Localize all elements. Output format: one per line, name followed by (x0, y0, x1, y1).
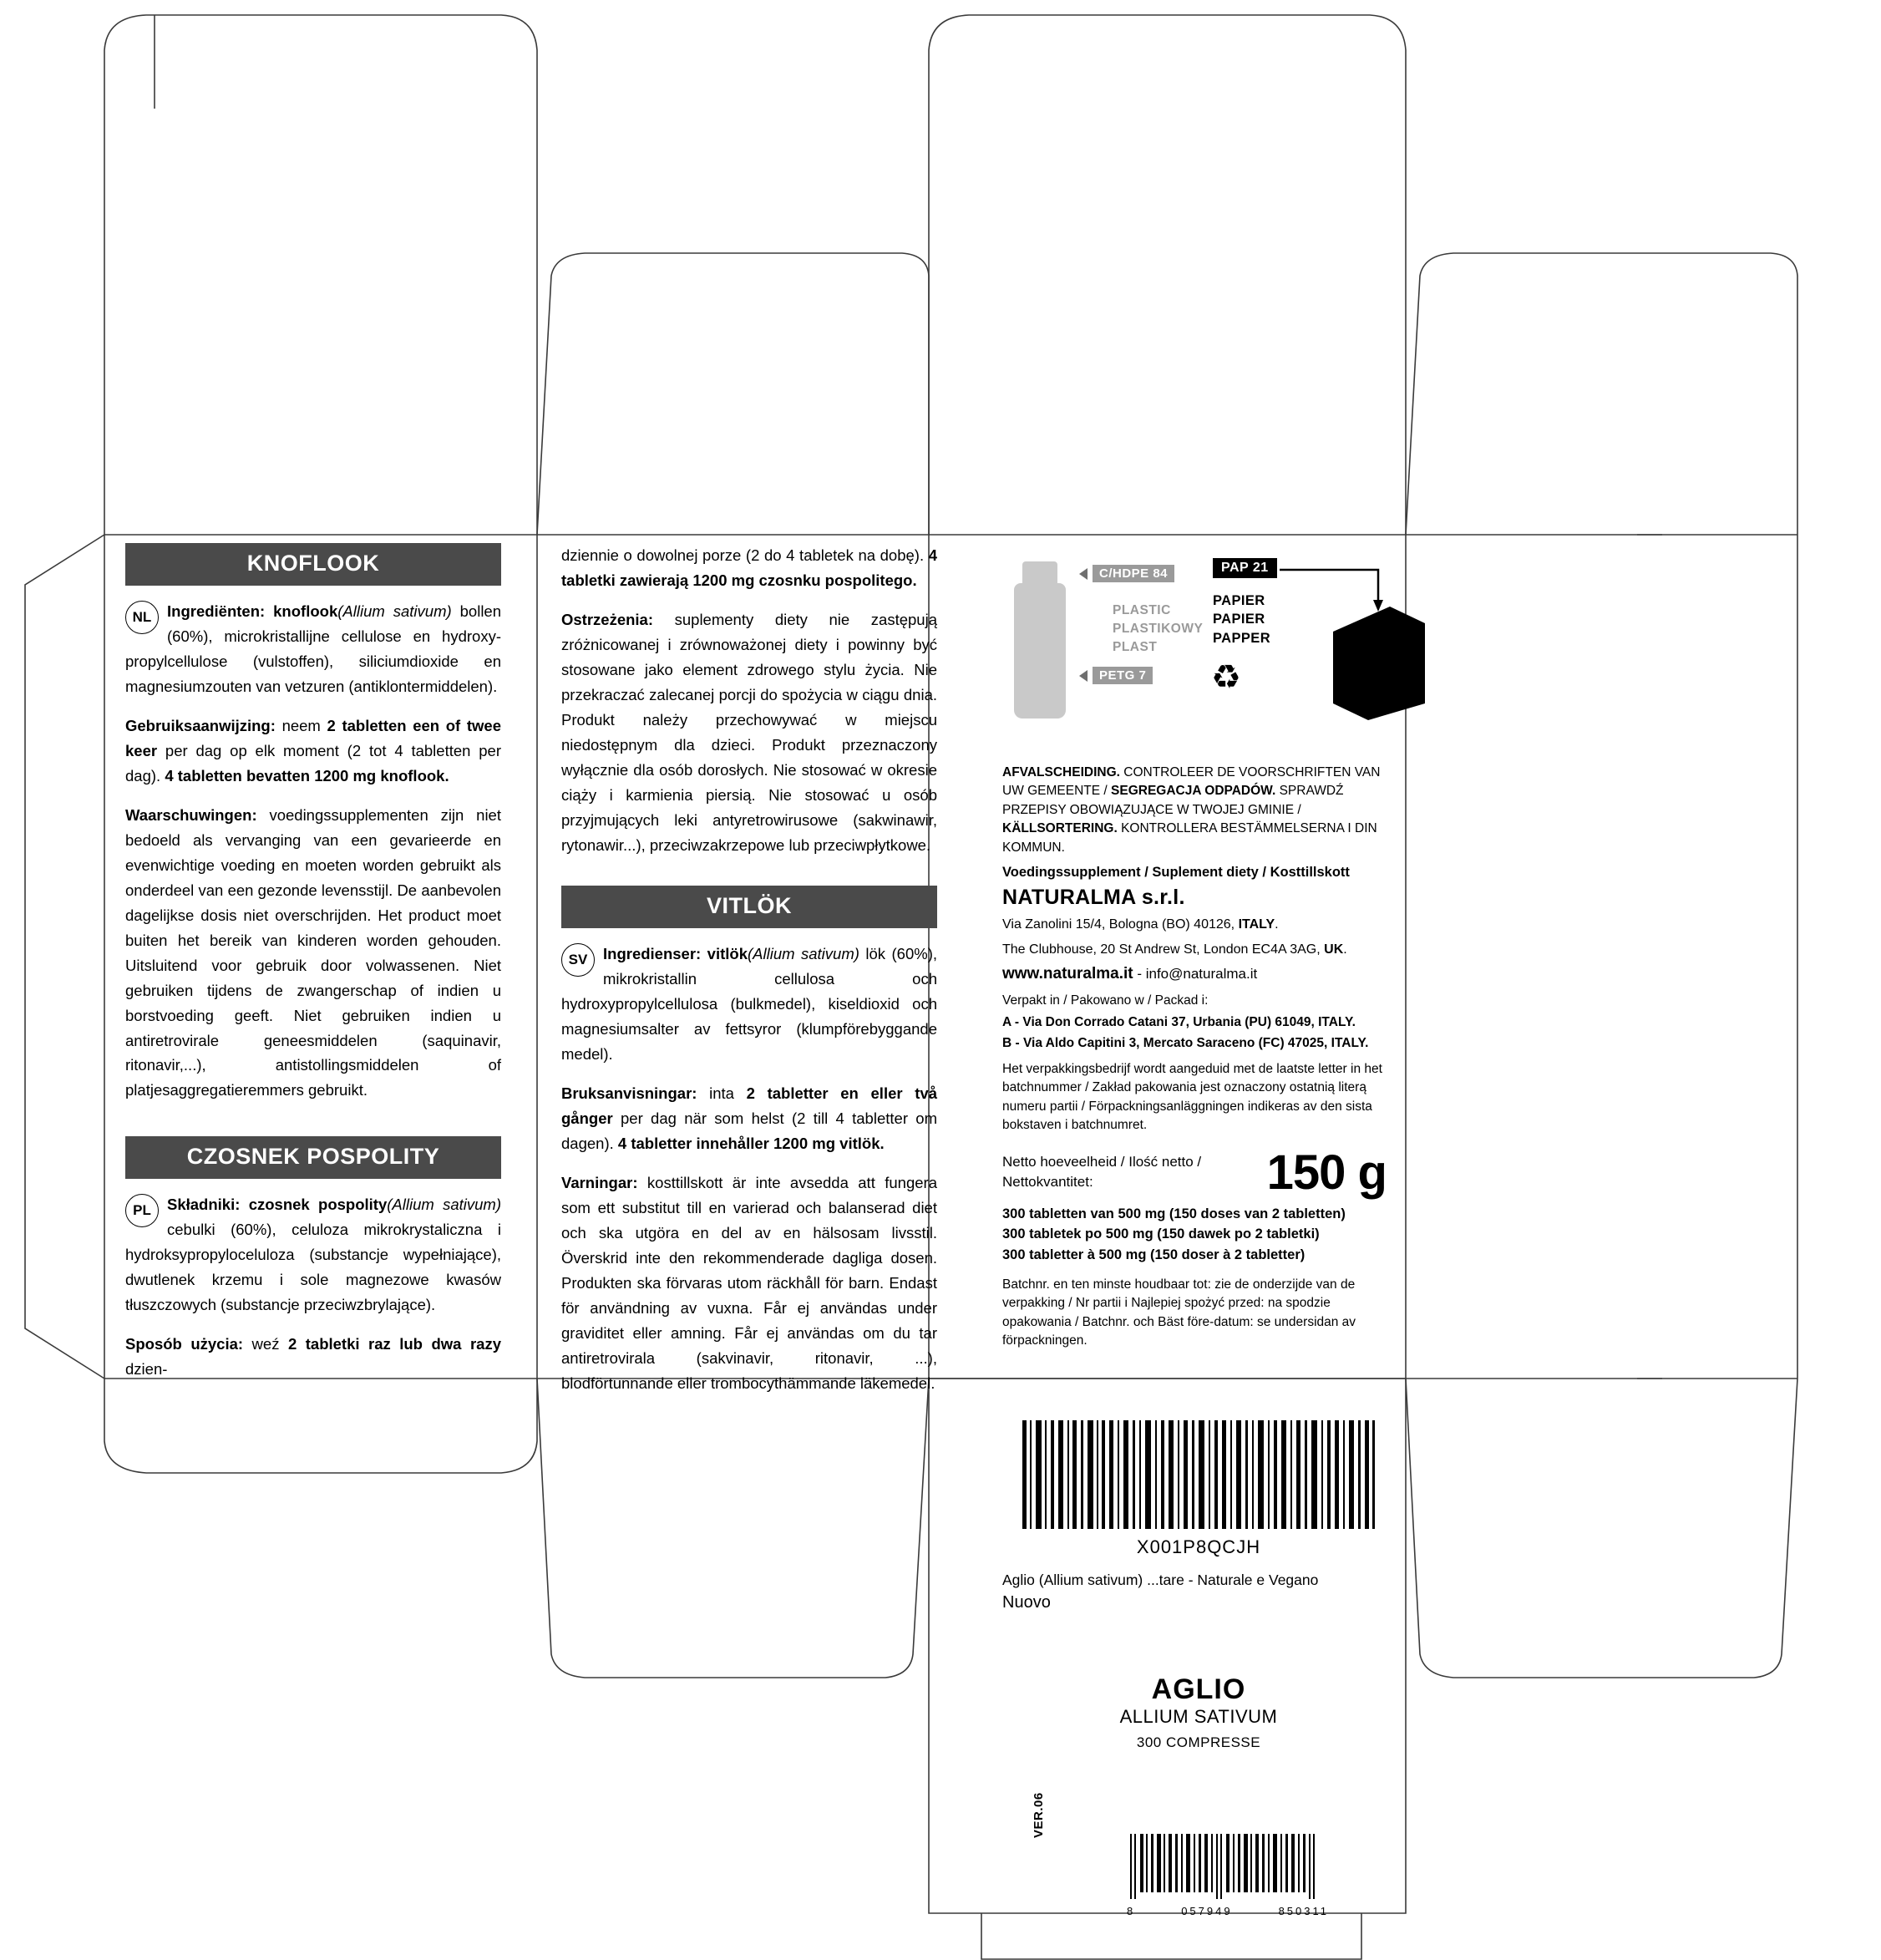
nl-warnings (125, 803, 501, 1104)
waste-nl-rest: CONTROLEER DE VOORSCHRIFTEN VAN UW GEMEENTE / (1002, 765, 1381, 799)
paper-word-3: PAPPER (1213, 630, 1271, 646)
paper-word-1: PAPIER (1213, 593, 1265, 608)
net-quantity-value: 150 g (1266, 1145, 1387, 1200)
nl-ingredients-latin: (Allium sativum) (337, 602, 452, 620)
tablet-count-sv: 300 tabletter à 500 mg (150 doser à 2 tabletter) (1002, 1247, 1306, 1263)
lang-badge-sv: SV (561, 943, 595, 977)
address-uk-country: UK (1324, 942, 1344, 957)
tag-petg: PETG 7 (1093, 667, 1153, 684)
nl-directions-lead: Gebruiksaanwijzing: (125, 716, 276, 734)
mobius-loop-icon: ♻ (1211, 659, 1241, 696)
pl-ingredients (125, 1192, 501, 1318)
nl-directions-dose: 2 tabletten een of twee keer (125, 716, 502, 759)
sv-directions-dose: 2 tabletter en eller två gånger (561, 1084, 937, 1127)
ean-digits-right: 850311 (1278, 1905, 1329, 1917)
barcode-value: X001P8QCJH (1136, 1536, 1261, 1557)
sv-directions-strength: 4 tabletter innehåller 1200 mg vitlök. (617, 1134, 885, 1152)
sv-directions-mid: per dag när som helst (2 till 4 tabletter om dagen). (561, 1109, 937, 1152)
pl-ingredients-lead: Składniki: czosnek pospolity (167, 1196, 388, 1213)
nl-directions (125, 713, 501, 789)
pl-ingredients-rest: cebulki (60%), celuloza mikrokrystaliczna i hydroksypropyloceluloza (substancje wypełniające), dwutlenek krzemu i sole magnezowe kwasów tłuszczowych (substancje przeciwzbrylające). (125, 1220, 501, 1313)
waste-sv-rest: KONTROLLERA BESTÄMMELSERNA I DIN KOMMUN. (1002, 821, 1377, 855)
recycling-graphic (1002, 543, 1387, 760)
product-description (1002, 1570, 1395, 1615)
product-description-line2: Nuovo (1002, 1593, 1051, 1612)
waste-nl-lead: AFVALSCHEIDING. (1002, 765, 1120, 779)
email-link[interactable]: - info@naturalma.it (1133, 966, 1258, 983)
address-italy (1002, 915, 1387, 935)
product-description-line1: Aglio (Allium sativum) ...tare - Naturale e Vegano (1002, 1572, 1319, 1588)
tablet-count-nl: 300 tabletten van 500 mg (150 doses van 2 tabletten) (1002, 1206, 1346, 1221)
panel-dutch (125, 543, 501, 1117)
address-italy-country: ITALY (1238, 917, 1275, 932)
lang-badge-nl: NL (125, 601, 159, 634)
nl-ingredients-rest: bollen (60%), microkristallijne cellulose en hydroxy-propylcellulose (vulstoffen), siliciumdioxide en magnesiumzouten van vetzuren (antiklontermiddelen). (125, 602, 502, 695)
pl-warnings-lead: Ostrzeżenia: (561, 610, 654, 628)
arrow-left-icon-2 (1079, 670, 1088, 682)
heading-czosnek: CZOSNEK POSPOLITY (125, 1136, 501, 1179)
panel-company-info (1002, 543, 1387, 1360)
packer-a: A - Via Don Corrado Catani 37, Urbania (PU) 61049, ITALY. (1002, 1014, 1356, 1029)
net-label-2: Nettokvantitet: (1002, 1174, 1093, 1191)
nl-warnings-lead: Waarschuwingen: (125, 805, 257, 824)
pl-directions-cont (561, 543, 937, 593)
ean-digit-left: 8 (1127, 1905, 1136, 1917)
sv-warnings (561, 1170, 937, 1396)
waste-sorting-text (1002, 764, 1387, 857)
pl-ingredients-latin: (Allium sativum) (387, 1196, 501, 1213)
ean-barcode-wrap (1123, 1834, 1332, 1917)
expiry-note-wrap (1002, 1276, 1387, 1351)
product-subtitle: ALLIUM SATIVUM (1119, 1706, 1278, 1728)
material-plastikowy: PLASTIKOWY (1113, 622, 1204, 636)
packer-b: B - Via Aldo Capitini 3, Mercato Saraceno (FC) 47025, ITALY. (1002, 1036, 1369, 1051)
contact-line (1002, 965, 1387, 983)
tag-chdpe: C/HDPE 84 (1093, 565, 1174, 582)
batch-note: Het verpakkingsbedrijf wordt aangeduid met de laatste letter in het batchnummer / Zakład pakowania jest oznaczony ostatnią literą numeru partii / Förpackningsanläggningen indikeras av den sista bokstaven i batchnumret. (1002, 1061, 1382, 1133)
material-list (1113, 602, 1203, 657)
pl-warnings-rest: suplementy diety nie zastępują zróżnicowanej i zrównoważonej diety i powinny być stosowane jako element zdrowego stylu życia. Nie przekraczać zalecanej porcji do spożycia w ciągu dnia. Produkt należy przechowywać w miejscu niedostępnym dla dzieci. Produkt przeznaczony wyłącznie dla osób dorosłych. Nie stosować w okresie ciąży i karmienia piersią. Nie stosować u osób przyjmujących leki antyretrowirusowe (sakwinawir, rytonawir...), przeciwzakrzepowe lub przeciwpłytkowe. (561, 610, 937, 854)
nl-directions-mid: per dag op elk moment (2 tot 4 tabletten per dag). (125, 741, 501, 785)
waste-sv-lead: KÄLLSORTERING. (1002, 821, 1118, 836)
nl-directions-rest: neem (275, 716, 327, 734)
material-plastic: PLASTIC (1113, 603, 1171, 617)
expiry-note: Batchnr. en ten minste houdbaar tot: zie de onderzijde van de verpakking / Nr partii i Najlepiej spożyć przed: na spodzie opakowania / Batchnr. och Bäst före-datum: se undersidan av förpackningen. (1002, 1277, 1356, 1348)
nl-ingredients-lead: Ingrediënten: knoflook (167, 602, 338, 620)
sv-ingredients (561, 942, 937, 1067)
address-italy-street: Via Zanolini 15/4, Bologna (BO) 40126, (1002, 917, 1239, 932)
sv-ingredients-rest: lök (60%), mikrokristallin cellulosa och hydroxypropylcellulosa (bulkmedel), kiseldioxid och magnesiumsalter av fettsyror (klumpförebyggande medel). (561, 945, 937, 1063)
supplement-line: Voedingssupplement / Suplement diety / Kosttillskott (1002, 865, 1350, 881)
nl-ingredients (125, 599, 501, 699)
packaging-info (1002, 992, 1387, 1135)
panel-product-label (1002, 1420, 1395, 1751)
sv-directions (561, 1081, 937, 1156)
sv-ingredients-latin: (Allium sativum) (748, 945, 859, 962)
panel-swedish (561, 886, 937, 1409)
packed-in-label: Verpakt in / Pakowano w / Packad i: (1002, 993, 1209, 1008)
address-uk (1002, 940, 1387, 960)
waste-pl-lead: SEGREGACJA ODPADÓW. (1111, 784, 1276, 799)
barcode-ean13 (1123, 1834, 1332, 1899)
waste-pl-rest: SPRAWDŹ PRZEPISY OBOWIĄZUJĄCE W TWOJEJ GMINIE / (1002, 784, 1344, 817)
arrow-left-icon (1079, 568, 1088, 580)
paper-words (1213, 592, 1270, 647)
bottle-icon (1011, 561, 1069, 720)
paper-word-2: PAPIER (1213, 612, 1265, 627)
pl-directions-break: dzien- (125, 1359, 168, 1378)
product-tablet-count: 300 COMPRESSE (1136, 1734, 1261, 1751)
sv-warnings-lead: Varningar: (561, 1173, 638, 1191)
pl-warnings (561, 607, 937, 858)
company-name: NATURALMA s.r.l. (1002, 886, 1185, 910)
sv-directions-lead: Bruksanvisningar: (561, 1084, 697, 1102)
panel-polish (125, 1136, 501, 1396)
nl-warnings-rest: voedingssupplementen zijn niet bedoeld als vervanging van een gevarieerde en evenwichtige voeding en moeten worden gebruikt als onderdeel van een gezonde levensstijl. De aanbevolen dagelijkse dosis niet overschrijden. Het product moet buiten het bereik van kinderen worden gehouden. Uitsluitend voor gebruik door volwassenen. Niet gebruiken tijdens de zwangerschap of indien u borstvoeding geeft. Niet gebruiken indien u antiretrovirale geneesmiddelen (saquinavir, ritonavir,...), antistollingsmiddelen of platjesaggregatieremmers gebruikt. (125, 805, 501, 1099)
net-label-1: Netto hoeveelheid / Ilość netto / (1002, 1154, 1202, 1170)
sv-warnings-rest: kosttillskott är inte avsedda att fungera som ett substitut till en varierad och balanserad diet och ska utgöra en del av en hälsosam livsstil. Överskrid inte den rekommenderade dagliga dosen. Produkten ska förvaras utom räckhåll för barn. Endast för användning av vuxna. Får ej användas under graviditet eller amning. Får ej användas om du tar antiretrovirala (sakvinavir, ritonavir, ...), blodförtunnande eller trombocythämmande läkemedel. (561, 1173, 937, 1392)
pl-directions-start (125, 1332, 501, 1382)
lang-badge-pl: PL (125, 1194, 159, 1227)
product-title: AGLIO (1151, 1673, 1246, 1706)
pl-directions-strength: 4 tabletki zawierają 1200 mg czosnku pospolitego. (561, 546, 937, 589)
pl-directions-mid: dziennie o dowolnej porze (2 do 4 tabletek na dobę). (561, 546, 929, 564)
tablet-count-pl: 300 tabletek po 500 mg (150 dawek po 2 tabletki) (1002, 1226, 1320, 1242)
net-quantity-row (1002, 1145, 1387, 1201)
tag-pap: PAP 21 (1213, 558, 1277, 578)
address-uk-street: The Clubhouse, 20 St Andrew St, London EC4A 3AG, (1002, 942, 1325, 957)
material-plast: PLAST (1113, 640, 1158, 654)
company-address (1002, 915, 1387, 960)
sv-directions-rest: inta (697, 1084, 747, 1102)
address-italy-dot: . (1275, 917, 1279, 932)
pl-directions-lead: Sposób użycia: (125, 1334, 244, 1353)
barcode-code128 (1019, 1420, 1378, 1529)
version-code: VER.06 (1032, 1792, 1046, 1838)
address-uk-dot: . (1343, 942, 1347, 957)
pl-directions-dose: 2 tabletki raz lub dwa razy (287, 1334, 501, 1353)
nl-directions-strength: 4 tabletten bevatten 1200 mg knoflook. (165, 766, 449, 785)
pl-directions-rest: weź (243, 1334, 288, 1353)
panel-polish-continued (561, 543, 937, 872)
tag-petg-row (1079, 667, 1153, 684)
tag-hdpe-row (1079, 565, 1174, 582)
ean-digits-mid: 057949 (1181, 1905, 1233, 1917)
heading-vitlok: VITLÖK (561, 886, 937, 928)
pap-tag-wrap (1213, 558, 1277, 578)
sv-ingredients-lead: Ingredienser: vitlök (603, 945, 748, 962)
website-link[interactable]: www.naturalma.it (1002, 965, 1133, 983)
heading-knoflook: KNOFLOOK (125, 543, 501, 586)
tablet-counts (1002, 1204, 1387, 1266)
carton-box-icon (1328, 602, 1428, 723)
